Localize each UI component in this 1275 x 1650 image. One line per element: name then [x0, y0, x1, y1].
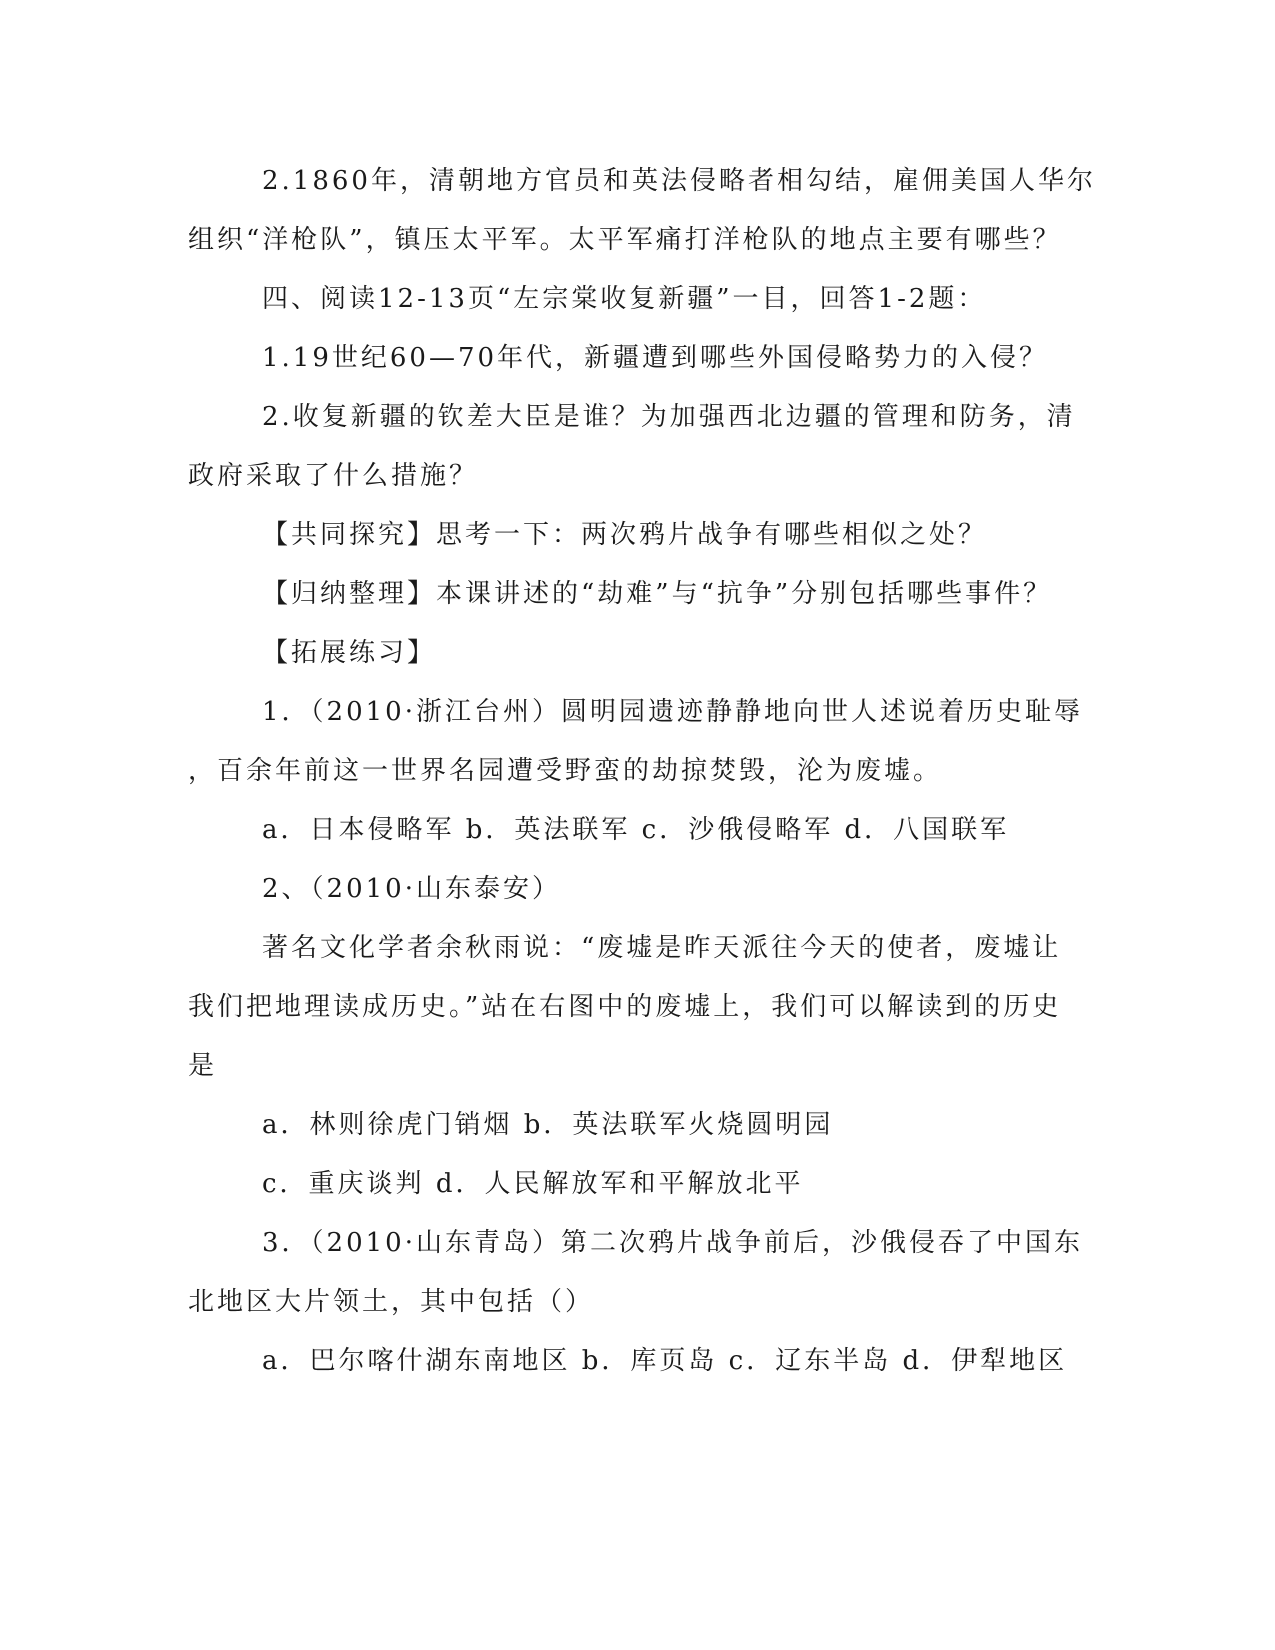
section-heading: 【拓展练习】 — [262, 638, 437, 668]
paragraph-line: 政府采取了什么措施？ — [188, 461, 479, 491]
answer-options: a．日本侵略军 b．英法联军 c．沙俄侵略军 d．八国联军 — [262, 815, 1010, 845]
paragraph-line: 1.19世纪60—70年代，新疆遭到哪些外国侵略势力的入侵？ — [262, 343, 1049, 373]
question-line: 是 — [188, 1051, 218, 1081]
question-line: 3．（2010·山东青岛）第二次鸦片战争前后，沙俄侵吞了中国东 — [262, 1228, 1083, 1258]
paragraph-line: 四、阅读12-13页“左宗棠收复新疆”一目，回答1-2题： — [262, 284, 987, 314]
question-line: ，百余年前这一世界名园遭受野蛮的劫掠焚毁，沦为废墟。 — [188, 756, 943, 786]
paragraph-line: 2.1860年，清朝地方官员和英法侵略者相勾结，雇佣美国人华尔 — [262, 166, 1096, 196]
question-line: 北地区大片领土，其中包括（） — [188, 1287, 595, 1317]
paragraph-line: 【归纳整理】本课讲述的“劫难”与“抗争”分别包括哪些事件？ — [262, 579, 1053, 609]
paragraph-line: 2.收复新疆的钦差大臣是谁？为加强西北边疆的管理和防务，清 — [262, 402, 1076, 432]
paragraph-line: 组织“洋枪队”，镇压太平军。太平军痛打洋枪队的地点主要有哪些？ — [188, 225, 1062, 255]
answer-options: a．林则徐虎门销烟 b．英法联军火烧圆明园 — [262, 1110, 834, 1140]
question-line: 著名文化学者余秋雨说：“废墟是昨天派往今天的使者，废墟让 — [262, 933, 1062, 963]
question-line: 1．（2010·浙江台州）圆明园遗迹静静地向世人述说着历史耻辱 — [262, 697, 1083, 727]
answer-options: c．重庆谈判 d．人民解放军和平解放北平 — [262, 1169, 804, 1199]
question-line: 2、（2010·山东泰安） — [262, 874, 561, 904]
question-line: 我们把地理读成历史。”站在右图中的废墟上，我们可以解读到的历史 — [188, 992, 1062, 1022]
paragraph-line: 【共同探究】思考一下：两次鸦片战争有哪些相似之处？ — [262, 520, 988, 550]
answer-options: a．巴尔喀什湖东南地区 b．库页岛 c．辽东半岛 d．伊犁地区 — [262, 1346, 1068, 1376]
